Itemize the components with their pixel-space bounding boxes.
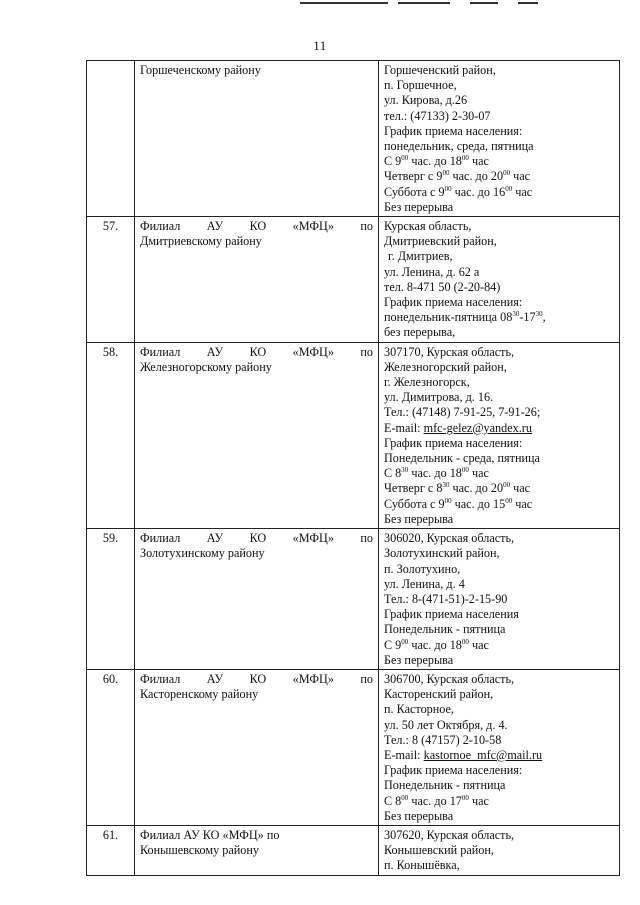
address-line: 306020, Курская область, <box>384 531 515 546</box>
branch-district: Золотухинскому району <box>140 546 265 561</box>
time-minutes: 00 <box>401 637 409 646</box>
branch-name-word: Филиал <box>140 671 181 686</box>
branch-district: Дмитриевскому району <box>140 234 262 249</box>
branch-name-word: «МФЦ» <box>292 531 334 546</box>
address-line: Понедельник - среда, пятница <box>384 451 540 466</box>
time-minutes: 00 <box>444 184 452 193</box>
row-number: 58. <box>87 342 135 528</box>
address-line: п. Золотухино, <box>384 561 461 576</box>
page-number: 11 <box>313 38 327 53</box>
time-minutes: 00 <box>401 154 409 163</box>
time-minutes: 30 <box>401 466 409 475</box>
schedule-line: С $9^{00}$ час. до $18^{00}$ час <box>384 154 489 169</box>
time-minutes: 30 <box>512 310 520 319</box>
branch-name-word: Филиал <box>140 531 181 546</box>
address-line: График приема населения <box>384 607 519 622</box>
break-note: Без перерыва <box>384 511 454 526</box>
address-line: Курская область, <box>384 219 472 234</box>
time-minutes: 00 <box>503 481 511 490</box>
branch-name <box>135 217 379 343</box>
branch-address <box>379 342 620 528</box>
address-line: ул. Ленина, д. 4 <box>384 576 465 591</box>
table-row <box>87 61 620 217</box>
branch-name-line <box>140 531 373 546</box>
branch-name-word: по <box>360 671 373 686</box>
time-minutes: 00 <box>461 637 469 646</box>
time-minutes: 30 <box>442 481 450 490</box>
table-row <box>87 217 620 343</box>
branch-table <box>86 60 620 876</box>
address-line: Тел.: 8 (47157) 2-10-58 <box>384 732 502 747</box>
branch-name-word: по <box>360 531 373 546</box>
break-note: Без перерыва <box>384 652 454 667</box>
branch-name-line <box>140 345 373 360</box>
address-line: п. Касторное, <box>384 702 454 717</box>
schedule-line: Четверг с $8^{30}$ час. до $20^{00}$ час <box>384 481 531 496</box>
table-row <box>87 529 620 670</box>
email-link[interactable]: mfc-gelez@yandex.ru <box>423 420 532 435</box>
time-minutes: 00 <box>461 793 469 802</box>
branch-name <box>135 669 379 825</box>
email-link[interactable]: kastornoe_mfc@mail.ru <box>423 747 543 762</box>
address-line: ул. Ленина, д. 62 а <box>384 264 480 279</box>
address-line: тел. 8-471 50 (2-20-84) <box>384 279 501 294</box>
address-line: Дмитриевский район, <box>384 234 497 249</box>
address-line: г. Железногорск, <box>384 375 470 390</box>
address-line: г. Дмитриев, <box>388 249 453 264</box>
branch-address <box>379 61 620 217</box>
branch-address <box>379 529 620 670</box>
branch-district: Конышевскому району <box>140 843 259 858</box>
table-row <box>87 342 620 528</box>
address-line: 307620, Курская область, <box>384 827 515 842</box>
branch-name-word: по <box>360 344 373 359</box>
branch-name <box>135 825 379 875</box>
branch-name-word: КО <box>249 219 267 234</box>
time-minutes: 00 <box>401 793 409 802</box>
branch-district: Горшеченскому району <box>140 63 261 77</box>
schedule-line: Суббота с $9^{00}$ час. до $15^{00}$ час <box>384 496 533 511</box>
email-line: E-mail: mfc-gelez@yandex.ru <box>384 420 532 435</box>
time-minutes: 00 <box>505 184 513 193</box>
address-line: Железногорский район, <box>384 359 507 374</box>
address-line: График приема населения: <box>384 123 523 138</box>
time-minutes: 00 <box>505 496 513 505</box>
branch-address <box>379 825 620 875</box>
row-number: 60. <box>87 669 135 825</box>
branch-name <box>135 61 379 217</box>
row-number <box>87 61 135 217</box>
schedule-line: С $9^{00}$ час. до $18^{00}$ час <box>384 637 489 652</box>
branch-name-word: Филиал <box>140 344 181 359</box>
address-line: Золотухинский район, <box>384 546 500 561</box>
time-minutes: 00 <box>442 169 450 178</box>
row-number: 59. <box>87 529 135 670</box>
time-minutes: 00 <box>461 154 469 163</box>
table-row <box>87 669 620 825</box>
branch-name-word: КО <box>249 531 267 546</box>
address-line: Горшеченский район, <box>384 63 496 77</box>
address-line: п. Конышёвка, <box>384 858 460 873</box>
address-line: Понедельник - пятница <box>384 622 506 637</box>
time-minutes: 30 <box>535 310 543 319</box>
table-row <box>87 825 620 875</box>
top-scan-marks <box>0 0 640 8</box>
branch-name-word: АУ <box>206 219 224 234</box>
schedule-line: понедельник-пятница $08^{30}-17^{30}$, <box>384 310 546 325</box>
address-line: График приема населения: <box>384 295 523 310</box>
time-minutes: 00 <box>444 496 452 505</box>
address-line: тел.: (47133) 2-30-07 <box>384 108 491 123</box>
address-line: Касторенский район, <box>384 687 494 702</box>
address-line: График приема населения: <box>384 435 523 450</box>
branch-name-word: по <box>360 219 373 234</box>
branch-name-word: «МФЦ» <box>292 219 334 234</box>
time-minutes: 00 <box>503 169 511 178</box>
branch-name-line: Филиал АУ КО «МФЦ» по <box>140 827 280 842</box>
branch-address <box>379 669 620 825</box>
branch-name <box>135 529 379 670</box>
address-line: Понедельник - пятница <box>384 778 506 793</box>
branch-name-line <box>140 219 373 234</box>
break-note: Без перерыва <box>384 808 454 823</box>
branch-name-word: АУ <box>206 671 224 686</box>
branch-district: Касторенскому району <box>140 687 259 702</box>
address-line: Конышевский район, <box>384 843 494 858</box>
address-line: Тел.: (47148) 7-91-25, 7-91-26; <box>384 405 541 420</box>
row-number: 57. <box>87 217 135 343</box>
branch-address <box>379 217 620 343</box>
break-note: без перерыва, <box>384 325 456 340</box>
branch-name-word: АУ <box>206 344 224 359</box>
email-line: E-mail: kastornoe_mfc@mail.ru <box>384 747 543 762</box>
schedule-line: Четверг с $9^{00}$ час. до $20^{00}$ час <box>384 169 531 184</box>
address-line: п. Горшечное, <box>384 78 457 93</box>
branch-name-line <box>140 672 373 687</box>
address-line: График приема населения: <box>384 763 523 778</box>
row-number: 61. <box>87 825 135 875</box>
time-minutes: 00 <box>461 466 469 475</box>
address-line: понедельник, среда, пятница <box>384 139 534 154</box>
schedule-line: С $8^{00}$ час. до $17^{00}$ час <box>384 793 489 808</box>
branch-name-word: «МФЦ» <box>292 344 334 359</box>
branch-name-word: Филиал <box>140 219 181 234</box>
branch-name-word: АУ <box>206 531 224 546</box>
address-line: 306700, Курская область, <box>384 671 515 686</box>
address-line: 307170, Курская область, <box>384 344 515 359</box>
break-note: Без перерыва <box>384 199 454 214</box>
schedule-line: С $8^{30}$ час. до $18^{00}$ час <box>384 466 489 481</box>
schedule-line: Суббота с $9^{00}$ час. до $16^{00}$ час <box>384 184 533 199</box>
address-line: ул. Кирова, д.26 <box>384 93 468 108</box>
address-line: Тел.: 8-(471-51)-2-15-90 <box>384 591 508 606</box>
branch-name-word: КО <box>249 671 267 686</box>
branch-name-word: КО <box>249 344 267 359</box>
address-line: ул. Димитрова, д. 16. <box>384 390 494 405</box>
branch-name <box>135 342 379 528</box>
branch-name-word: «МФЦ» <box>292 671 334 686</box>
branch-district: Железногорскому району <box>140 359 272 374</box>
address-line: ул. 50 лет Октября, д. 4. <box>384 717 508 732</box>
